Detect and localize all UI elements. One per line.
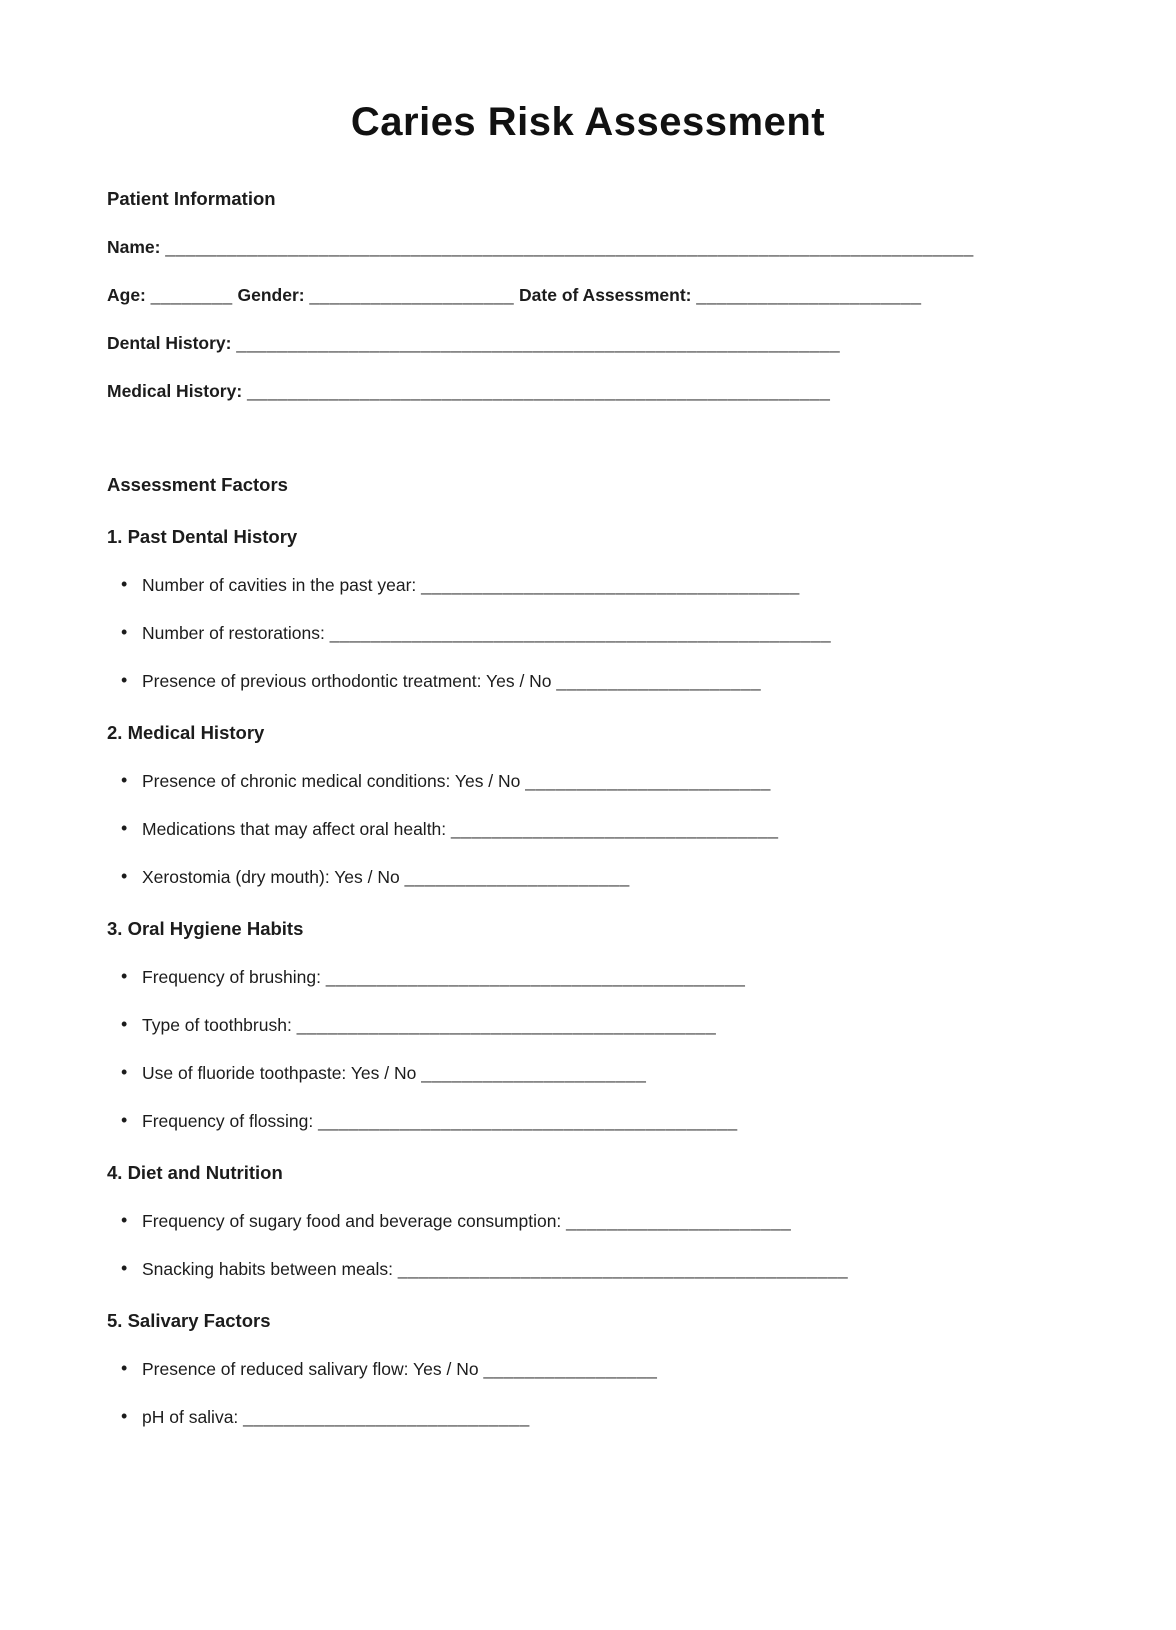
list-item-text: Use of fluoride toothpaste: Yes / No xyxy=(142,1063,417,1083)
section-title-past-dental-history: 1. Past Dental History xyxy=(107,526,298,547)
age-gender-date-row xyxy=(107,286,1069,304)
list-item-blank-line: _____________________________________ xyxy=(421,575,800,595)
list-item xyxy=(107,820,1069,838)
list-item-text: Presence of previous orthodontic treatment: Yes / No xyxy=(142,671,552,691)
list-item-text: Presence of reduced salivary flow: Yes / No xyxy=(142,1359,479,1379)
name-label: Name: xyxy=(107,237,161,257)
list-item xyxy=(107,968,1069,986)
list-item xyxy=(107,868,1069,886)
list-item xyxy=(107,672,1069,690)
list-item-text: Frequency of sugary food and beverage consumption: xyxy=(142,1211,562,1231)
list-item-text: Snacking habits between meals: xyxy=(142,1259,393,1279)
list-item-text: Type of toothbrush: xyxy=(142,1015,292,1035)
list-item-blank-line: ______________________ xyxy=(404,867,630,887)
list-item-text: Frequency of brushing: xyxy=(142,967,321,987)
list-item-blank-line: _________________________________________________ xyxy=(329,623,832,643)
medical-history-label: Medical History: xyxy=(107,381,243,401)
document-title: Caries Risk Assessment xyxy=(350,100,826,144)
list-item-text: Presence of chronic medical conditions: Yes / No xyxy=(142,771,521,791)
medical-history-row xyxy=(107,382,1069,400)
name-blank-line: _______________________________________________________________________________ xyxy=(165,237,974,257)
name-field-row xyxy=(107,238,1069,256)
gender-blank-line: ____________________ xyxy=(309,285,515,305)
list-item xyxy=(107,1260,1069,1278)
section-title-medical-history: 2. Medical History xyxy=(107,722,265,743)
assessment-date-blank-line: ______________________ xyxy=(696,285,922,305)
list-item-blank-line: ________________________ xyxy=(525,771,771,791)
patient-information-heading: Patient Information xyxy=(107,188,276,209)
list-item-text: pH of saliva: xyxy=(142,1407,239,1427)
list-item xyxy=(107,624,1069,642)
list-item-blank-line: _________________ xyxy=(483,1359,658,1379)
list-item xyxy=(107,772,1069,790)
list-item xyxy=(107,1112,1069,1130)
section-title-diet-and-nutrition: 4. Diet and Nutrition xyxy=(107,1162,283,1183)
list-item-blank-line: ____________________________ xyxy=(243,1407,530,1427)
section-title-salivary-factors: 5. Salivary Factors xyxy=(107,1310,271,1331)
gender-label: Gender: xyxy=(237,285,305,305)
list-item-blank-line: _________________________________________ xyxy=(296,1015,717,1035)
list-item xyxy=(107,1016,1069,1034)
list-item-text: Frequency of flossing: xyxy=(142,1111,314,1131)
list-item-blank-line: ____________________ xyxy=(556,671,762,691)
list-item-text: Number of restorations: xyxy=(142,623,325,643)
list-item-text: Medications that may affect oral health: xyxy=(142,819,447,839)
dental-history-blank-line: ___________________________________________________________ xyxy=(236,333,841,353)
list-item-blank-line: ____________________________________________ xyxy=(397,1259,849,1279)
list-item-text: Xerostomia (dry mouth): Yes / No xyxy=(142,867,400,887)
age-label: Age: xyxy=(107,285,146,305)
list-item xyxy=(107,1408,1069,1426)
list-item xyxy=(107,1212,1069,1230)
list-item xyxy=(107,576,1069,594)
dental-history-label: Dental History: xyxy=(107,333,232,353)
list-item-blank-line: _________________________________________ xyxy=(318,1111,738,1131)
assessment-date-label: Date of Assessment: xyxy=(519,285,692,305)
medical-history-blank-line: _________________________________________________________ xyxy=(247,381,831,401)
section-title-oral-hygiene-habits: 3. Oral Hygiene Habits xyxy=(107,918,304,939)
assessment-factors-heading: Assessment Factors xyxy=(107,474,288,495)
list-item xyxy=(107,1064,1069,1082)
list-item-blank-line: ________________________________ xyxy=(451,819,779,839)
list-item-blank-line: _________________________________________ xyxy=(325,967,746,987)
list-item xyxy=(107,1360,1069,1378)
list-item-blank-line: ______________________ xyxy=(566,1211,792,1231)
dental-history-row xyxy=(107,334,1069,352)
list-item-blank-line: ______________________ xyxy=(421,1063,647,1083)
list-item-text: Number of cavities in the past year: xyxy=(142,575,417,595)
age-blank-line: ________ xyxy=(150,285,233,305)
